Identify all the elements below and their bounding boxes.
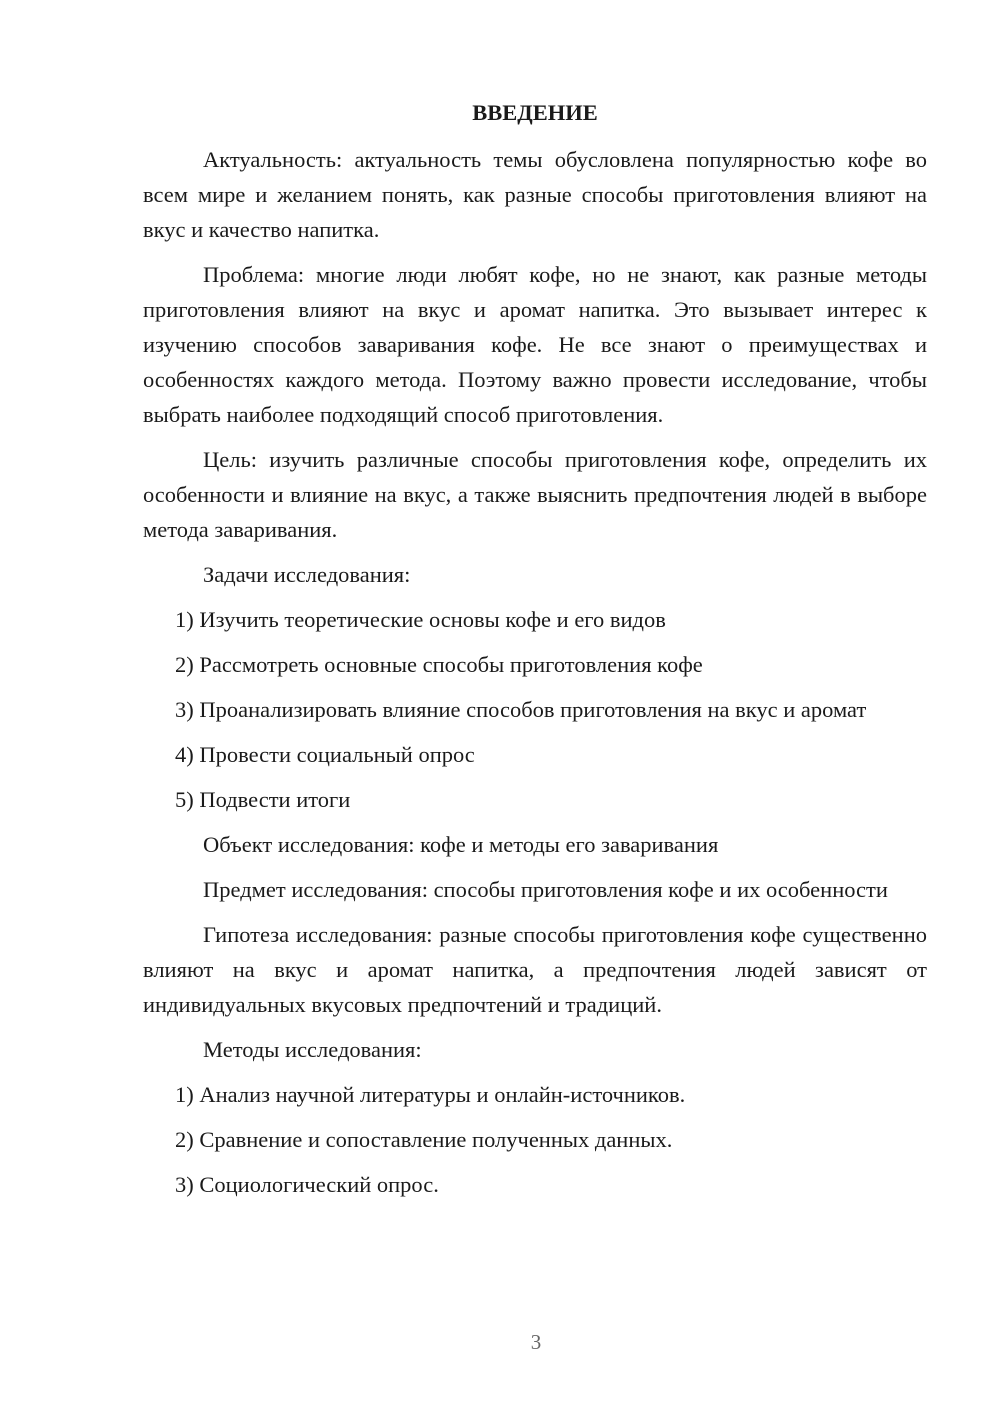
task-item: 2) Рассмотреть основные способы приготовления кофе [175, 652, 703, 677]
method-item: 1) Анализ научной литературы и онлайн-источников. [175, 1082, 686, 1107]
relevance-paragraph: Актуальность: актуальность темы обусловлена популярностью кофе во всем мире и желанием понять, как разные способы приготовления влияют на вкус и качество напитка. [143, 147, 927, 242]
task-item: 4) Провести социальный опрос [175, 742, 475, 767]
page-content [143, 95, 927, 1212]
page-number: 3 [530, 1330, 542, 1354]
subject-paragraph: Предмет исследования: способы приготовления кофе и их особенности [203, 877, 888, 902]
task-item: 1) Изучить теоретические основы кофе и его видов [175, 607, 666, 632]
task-item: 5) Подвести итоги [175, 787, 351, 812]
goal-paragraph: Цель: изучить различные способы приготовления кофе, определить их особенности и влияние на вкус, а также выяснить предпочтения людей в выборе метода заваривания. [143, 447, 927, 542]
tasks-title: Задачи исследования: [203, 562, 411, 587]
method-item: 2) Сравнение и сопоставление полученных данных. [175, 1127, 673, 1152]
task-item: 3) Проанализировать влияние способов приготовления на вкус и аромат [175, 697, 867, 722]
object-paragraph: Объект исследования: кофе и методы его заваривания [203, 832, 719, 857]
section-heading: ВВЕДЕНИЕ [472, 100, 598, 125]
problem-paragraph: Проблема: многие люди любят кофе, но не знают, как разные методы приготовления влияют на вкус и аромат напитка. Это вызывает интерес к изучению способов заваривания кофе. Не все знают о преимуществах и особенностях каждого метода. Поэтому важно провести исследование, чтобы выбрать наиболее подходящий способ приготовления. [143, 262, 927, 427]
methods-title: Методы исследования: [203, 1037, 422, 1062]
hypothesis-paragraph: Гипотеза исследования: разные способы приготовления кофе существенно влияют на вкус и аромат напитка, а предпочтения людей зависят от индивидуальных вкусовых предпочтений и традиций. [143, 922, 927, 1017]
method-item: 3) Социологический опрос. [175, 1172, 439, 1197]
